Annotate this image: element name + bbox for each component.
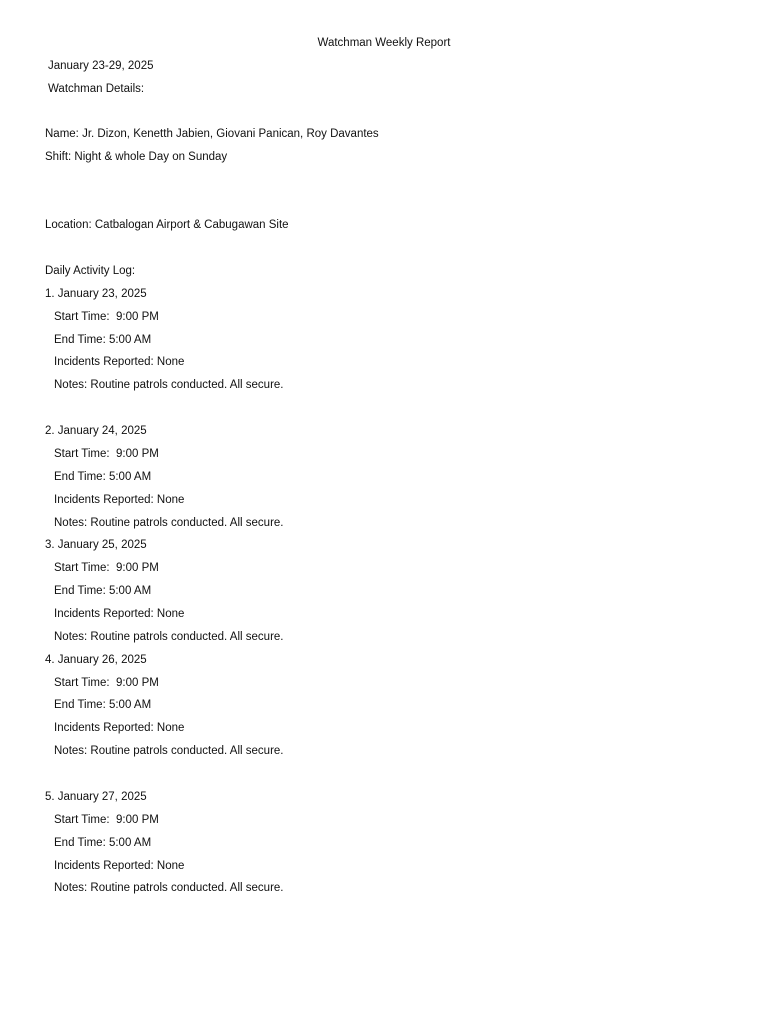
log-entry-notes: Notes: Routine patrols conducted. All secure.: [54, 379, 284, 391]
log-entry-end-time: End Time: 5:00 AM: [54, 471, 152, 483]
log-entry-date: 3. January 25, 2025: [45, 539, 147, 551]
log-entry-date: 5. January 27, 2025: [45, 791, 147, 803]
log-entry-date: 1. January 23, 2025: [45, 288, 147, 300]
log-entry-start-time: Start Time: 9:00 PM: [54, 562, 159, 574]
log-entry-date: 2. January 24, 2025: [45, 425, 147, 437]
log-entry-start-time: Start Time: 9:00 PM: [54, 677, 159, 689]
watchman-details-heading: Watchman Details:: [48, 83, 145, 95]
log-entry-incidents: Incidents Reported: None: [54, 722, 185, 734]
log-entry-notes: Notes: Routine patrols conducted. All secure.: [54, 882, 284, 894]
log-entry-start-time: Start Time: 9:00 PM: [54, 814, 159, 826]
report-title: Watchman Weekly Report: [317, 37, 451, 49]
log-entry-notes: Notes: Routine patrols conducted. All secure.: [54, 517, 284, 529]
log-entry-end-time: End Time: 5:00 AM: [54, 585, 152, 597]
report-date-range: January 23-29, 2025: [48, 60, 154, 72]
log-entry-start-time: Start Time: 9:00 PM: [54, 448, 159, 460]
log-entry-incidents: Incidents Reported: None: [54, 494, 185, 506]
watchman-shift: Shift: Night & whole Day on Sunday: [45, 151, 228, 163]
log-entry-notes: Notes: Routine patrols conducted. All secure.: [54, 631, 284, 643]
location: Location: Catbalogan Airport & Cabugawan Site: [45, 219, 289, 231]
log-entry-start-time: Start Time: 9:00 PM: [54, 311, 159, 323]
log-entry-incidents: Incidents Reported: None: [54, 608, 185, 620]
watchman-names: Name: Jr. Dizon, Kenetth Jabien, Giovani Panican, Roy Davantes: [45, 128, 379, 140]
log-entry-end-time: End Time: 5:00 AM: [54, 699, 152, 711]
log-entry-end-time: End Time: 5:00 AM: [54, 837, 152, 849]
log-entry-end-time: End Time: 5:00 AM: [54, 334, 152, 346]
daily-log-heading: Daily Activity Log:: [45, 265, 136, 277]
log-entry-date: 4. January 26, 2025: [45, 654, 147, 666]
log-entry-notes: Notes: Routine patrols conducted. All secure.: [54, 745, 284, 757]
log-entry-incidents: Incidents Reported: None: [54, 860, 185, 872]
log-entry-incidents: Incidents Reported: None: [54, 356, 185, 368]
